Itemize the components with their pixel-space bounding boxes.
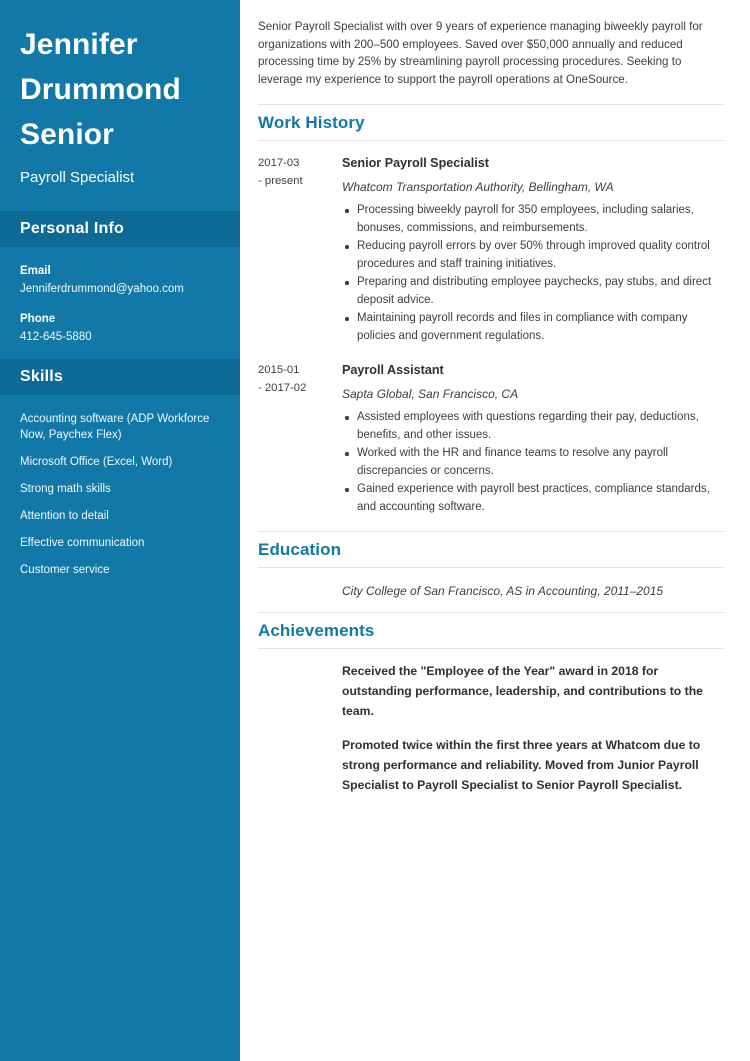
section-achievements (258, 612, 725, 795)
date-end: - present (258, 175, 303, 187)
achievement-paragraph: Promoted twice within the first three years at Whatcom due to strong performance and reliability. Moved from Junior Payroll Specialist to Payroll Specialist to Senior Payroll Specialist. (342, 738, 701, 792)
achievements-paragraphs (342, 661, 725, 795)
section-title: Work History (258, 113, 365, 132)
work-entry-organization: Sapta Global, San Francisco, CA (342, 387, 519, 401)
work-entry-bullets (342, 202, 725, 345)
section-header-education (258, 531, 725, 568)
work-entry-organization: Whatcom Transportation Authority, Bellingham, WA (342, 180, 614, 194)
education-entry (258, 580, 725, 600)
candidate-name: Jennifer Drummond Senior (20, 28, 181, 151)
list-item: Gained experience with payroll best practices, compliance standards, and accounting software. (342, 481, 725, 516)
work-entry-body (342, 360, 725, 517)
personal-info-heading: Personal Info (20, 220, 124, 237)
personal-info-item (20, 263, 220, 297)
work-entry-role: Senior Payroll Specialist (342, 156, 489, 170)
work-entry-bullets (342, 409, 725, 516)
phone-value[interactable]: 412-645-5880 (20, 331, 92, 343)
skills-heading: Skills (20, 368, 64, 385)
work-entry-dates (258, 153, 342, 346)
section-header-achievements (258, 612, 725, 649)
section-work-history (258, 104, 725, 517)
list-item: Reducing payroll errors by over 50% through improved quality control procedures and staff training initiatives. (342, 238, 725, 273)
candidate-job-title: Payroll Specialist (20, 169, 135, 186)
section-title: Achievements (258, 621, 375, 640)
achievements-body (258, 661, 725, 795)
list-item: Customer service (20, 564, 110, 576)
phone-label: Phone (20, 313, 56, 325)
email-value[interactable]: Jenniferdrummond@yahoo.com (20, 283, 184, 295)
work-entry (258, 360, 725, 517)
list-item: Effective communication (20, 537, 145, 549)
professional-summary: Senior Payroll Specialist with over 9 years of experience managing biweekly payroll for organizations with 200–500 employees. Saved over $50,000 annually and reduced processing time by 25% by streamlining payroll processing procedures. Seeking to leverage my experience to support the payroll operations at OneSource. (258, 20, 703, 86)
list-item: Attention to detail (20, 510, 109, 522)
work-entry-body (342, 153, 725, 346)
main-content (240, 0, 750, 1061)
list-item: Processing biweekly payroll for 350 employees, including salaries, bonuses, commissions, and reimbursements. (342, 202, 725, 237)
achievements-date-spacer (258, 661, 342, 795)
list-item: Preparing and distributing employee paychecks, pay stubs, and direct deposit advice. (342, 274, 725, 309)
work-entry-dates (258, 360, 342, 517)
sidebar (0, 0, 240, 1061)
education-date-spacer (258, 580, 342, 600)
date-start: 2017-03 (258, 157, 300, 169)
list-item: Assisted employees with questions regarding their pay, deductions, benefits, and other issues. (342, 409, 725, 444)
date-start: 2015-01 (258, 364, 300, 376)
achievement-paragraph: Received the "Employee of the Year" award in 2018 for outstanding performance, leadership, and contributions to the team. (342, 664, 703, 718)
list-item: Maintaining payroll records and files in compliance with company policies and government regulations. (342, 310, 725, 345)
list-item: Worked with the HR and finance teams to resolve any payroll discrepancies or concerns. (342, 445, 725, 480)
sidebar-section-header-skills (0, 359, 240, 395)
date-end: - 2017-02 (258, 382, 307, 394)
section-education (258, 531, 725, 600)
skills-body (0, 395, 240, 592)
work-entry (258, 153, 725, 346)
work-entry-role: Payroll Assistant (342, 363, 444, 377)
education-entry-text: City College of San Francisco, AS in Accounting, 2011–2015 (342, 584, 664, 598)
list-item: Accounting software (ADP Workforce Now, Paychex Flex) (20, 413, 210, 441)
section-title: Education (258, 540, 342, 559)
email-label: Email (20, 265, 51, 277)
section-header-work-history (258, 104, 725, 141)
sidebar-section-header-personal-info (0, 211, 240, 247)
name-block (0, 22, 240, 211)
personal-info-item (20, 311, 220, 345)
list-item: Strong math skills (20, 483, 111, 495)
personal-info-body (0, 247, 240, 359)
list-item: Microsoft Office (Excel, Word) (20, 456, 173, 468)
